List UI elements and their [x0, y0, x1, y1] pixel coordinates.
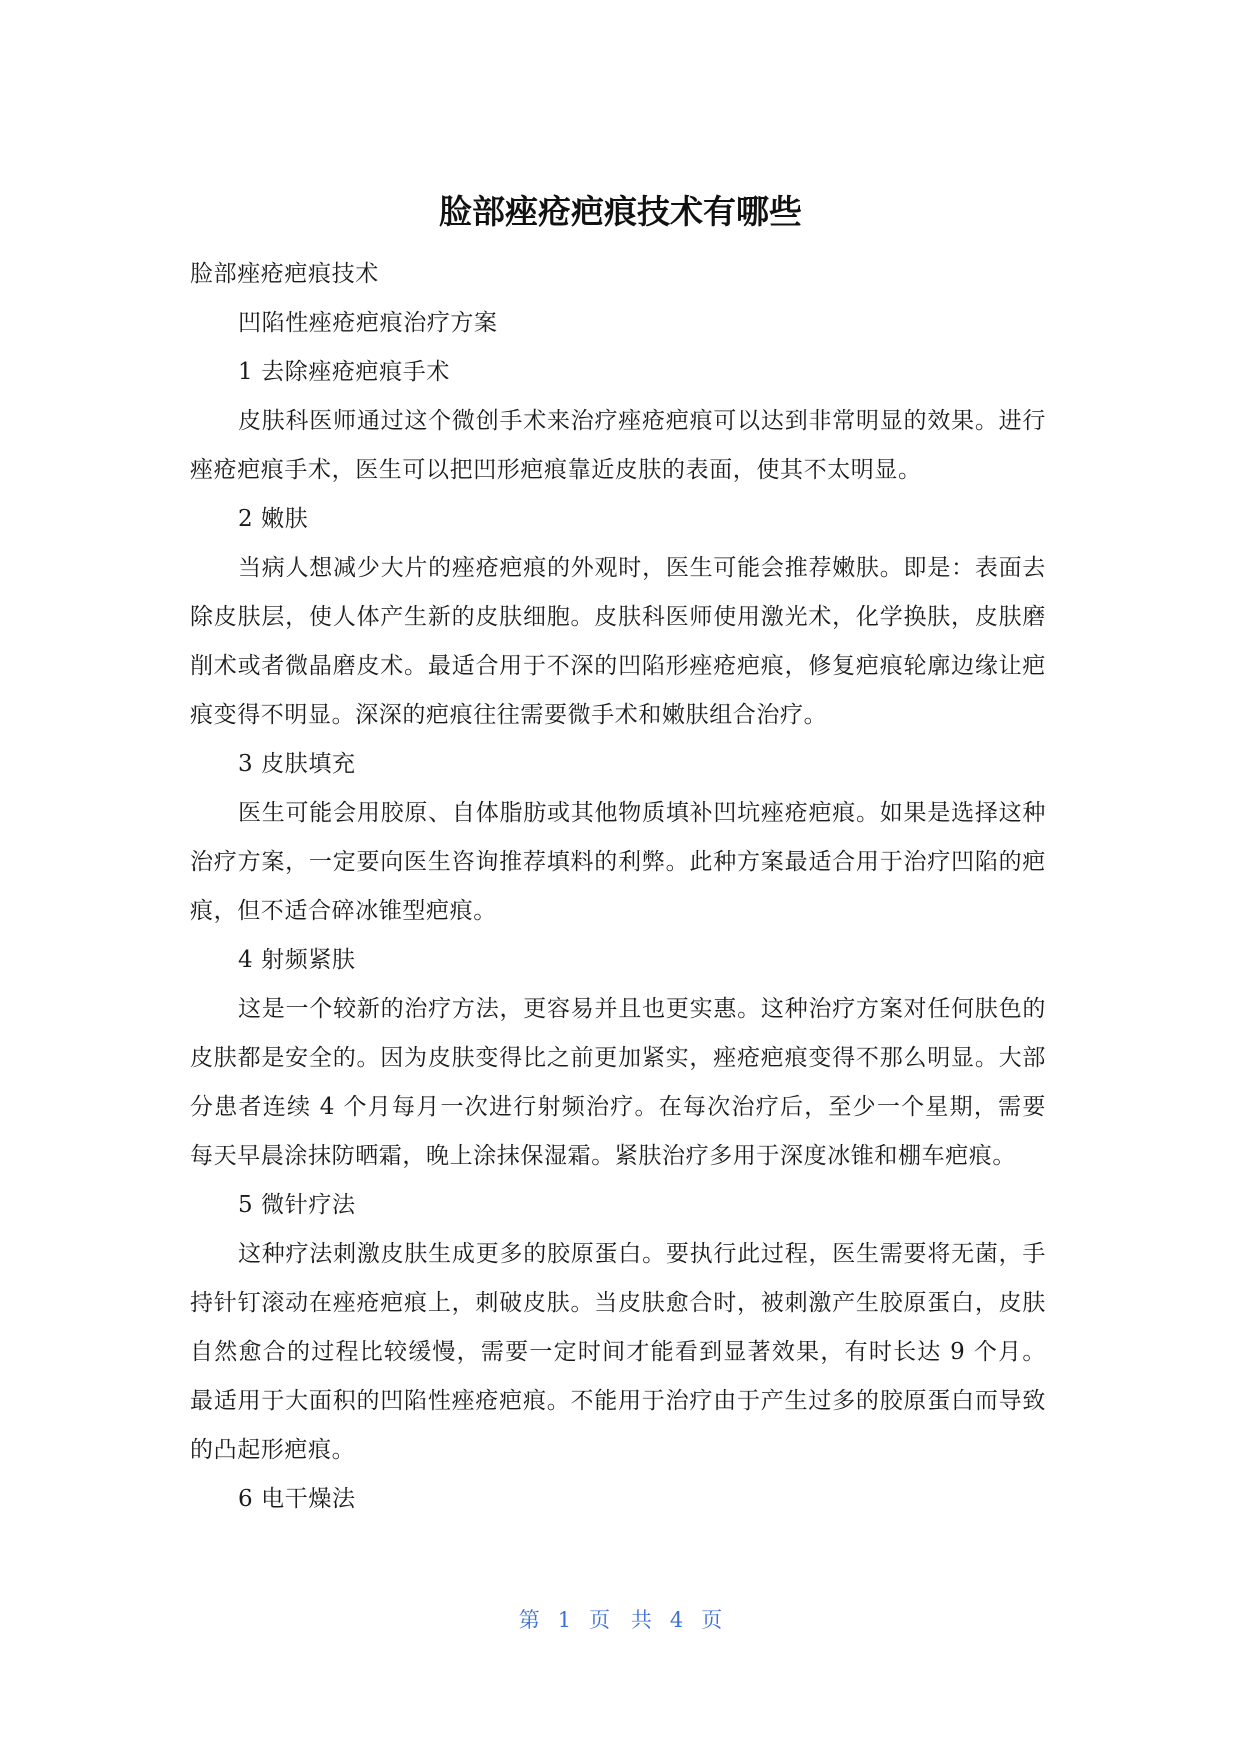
item-heading-microneedling: 5 微针疗法: [238, 1192, 356, 1218]
subsection-heading: 凹陷性痤疮疤痕治疗方案: [238, 310, 498, 336]
item-heading-radiofrequency: 4 射频紧肤: [238, 947, 356, 973]
paragraph-surgery: 皮肤科医师通过这个微创手术来治疗痤疮疤痕可以达到非常明显的效果。进行痤疮疤痕手术，医生可以把凹形疤痕靠近皮肤的表面，使其不太明显。: [190, 408, 1046, 483]
footer-suffix: 页: [701, 1608, 723, 1632]
paragraph-fillers: 医生可能会用胶原、自体脂肪或其他物质填补凹坑痤疮疤痕。如果是选择这种治疗方案，一定要向医生咨询推荐填料的利弊。此种方案最适合用于治疗凹陷的疤痕，但不适合碎冰锥型疤痕。: [190, 800, 1046, 924]
item-heading-electrodesiccation: 6 电干燥法: [238, 1486, 356, 1512]
paragraph-microneedling: 这种疗法刺激皮肤生成更多的胶原蛋白。要执行此过程，医生需要将无菌，手持针钉滚动在痤疮疤痕上，刺破皮肤。当皮肤愈合时，被刺激产生胶原蛋白，皮肤自然愈合的过程比较缓慢，需要一定时间才能看到显著效果，有时长达 9 个月。最适用于大面积的凹陷性痤疮疤痕。不能用于治疗由于产生过多的胶原蛋白而导致的凸起形疤痕。: [190, 1241, 1046, 1463]
footer-total-pages: 4: [669, 1608, 684, 1632]
document-body: [190, 250, 1046, 1524]
page-footer: [0, 1605, 1241, 1635]
page-title: 脸部痤疮疤痕技术有哪些: [439, 192, 802, 231]
footer-prefix: 第: [518, 1608, 540, 1632]
paragraph-resurfacing: 当病人想减少大片的痤疮疤痕的外观时，医生可能会推荐嫩肤。即是：表面去除皮肤层，使人体产生新的皮肤细胞。皮肤科医师使用激光术，化学换肤，皮肤磨削术或者微晶磨皮术。最适合用于不深的凹陷形痤疮疤痕，修复疤痕轮廓边缘让疤痕变得不明显。深深的疤痕往往需要微手术和嫩肤组合治疗。: [190, 555, 1046, 728]
section-heading: 脸部痤疮疤痕技术: [190, 261, 379, 287]
footer-current-page: 1: [557, 1608, 572, 1632]
item-heading-resurfacing: 2 嫩肤: [238, 506, 309, 532]
item-heading-fillers: 3 皮肤填充: [238, 751, 356, 777]
item-heading-surgery: 1 去除痤疮疤痕手术: [238, 359, 450, 385]
footer-middle: 页 共: [589, 1608, 652, 1632]
paragraph-radiofrequency: 这是一个较新的治疗方法，更容易并且也更实惠。这种治疗方案对任何肤色的皮肤都是安全的。因为皮肤变得比之前更加紧实，痤疮疤痕变得不那么明显。大部分患者连续 4 个月每月一次进行射频治疗。在每次治疗后，至少一个星期，需要每天早晨涂抹防晒霜，晚上涂抹保湿霜。紧肤治疗多用于深度冰锥和棚车疤痕。: [190, 996, 1046, 1169]
